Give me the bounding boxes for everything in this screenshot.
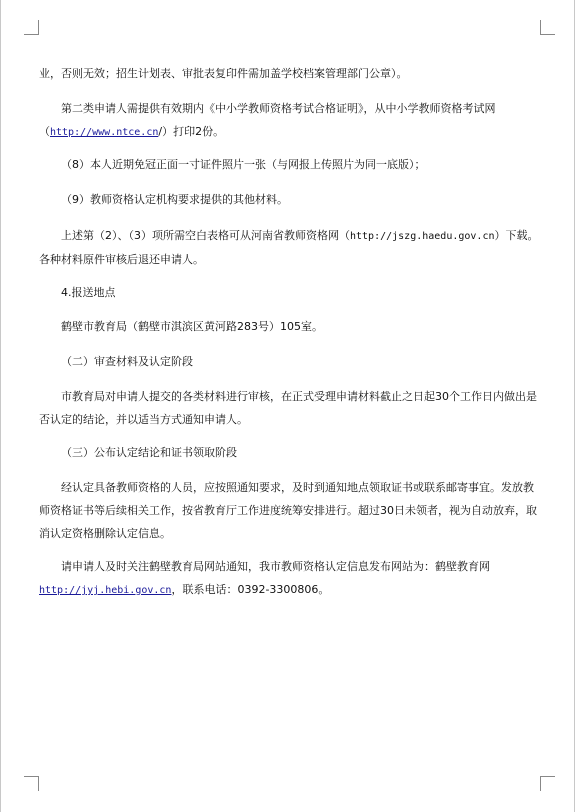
paragraph-text: /）打印2份。: [158, 125, 225, 138]
paragraph-contact-info: [39, 555, 543, 602]
section-heading-publish-stage: （三）公布认定结论和证书领取阶段: [61, 446, 237, 459]
paragraph-second-type-applicant: [39, 97, 543, 144]
page-corner-mark-top-left: [24, 20, 39, 35]
section-heading-review-stage: （二）审查材料及认定阶段: [61, 355, 193, 368]
paragraph-text: ）下载。各种材料原件审核后退还申请人。: [39, 229, 539, 266]
paragraph-other-materials: （9）教师资格认定机构要求提供的其他材料。: [61, 193, 288, 206]
paragraph-text: ，联系电话：0392-3300806。: [171, 583, 330, 596]
hebi-education-link[interactable]: http://jyj.hebi.gov.cn: [39, 585, 172, 596]
paragraph-text: 第二类申请人需提供有效期内《中小学教师资格考试合格证明》，从中小学教师资格考试网（: [39, 102, 496, 138]
paragraph-photo-requirement: （8）本人近期免冠正面一寸证件照片一张（与网报上传照片为同一底版）；: [61, 158, 426, 171]
paragraph-blank-forms: [39, 224, 543, 271]
page-corner-mark-bottom-right: [540, 776, 555, 791]
ntce-link[interactable]: http://www.ntce.cn: [50, 127, 159, 138]
paragraph-submission-address: 鹤壁市教育局（鹤壁市淇滨区黄河路283号）105室。: [61, 320, 323, 333]
henan-teacher-site-url: http://jszg.haedu.gov.cn: [350, 231, 495, 242]
paragraph-text: 上述第（2）、（3）项所需空白表格可从河南省教师资格网（: [61, 229, 350, 242]
section-heading-submission-place: 4.报送地点: [61, 286, 116, 299]
paragraph-materials-end: 业，否则无效；招生计划表、审批表复印件需加盖学校档案管理部门公章）。: [39, 67, 408, 80]
paragraph-review-process: 市教育局对申请人提交的各类材料进行审核，在正式受理申请材料截止之日起30个工作日内做出是否认定的结论，并以适当方式通知申请人。: [39, 390, 537, 426]
page-corner-mark-top-right: [540, 20, 555, 35]
page-corner-mark-bottom-left: [24, 776, 39, 791]
paragraph-text: 请申请人及时关注鹤壁教育局网站通知，我市教师资格认定信息发布网站为：鹤壁教育网: [61, 560, 490, 573]
paragraph-certificate-collection: 经认定具备教师资格的人员，应按照通知要求，及时到通知地点领取证书或联系邮寄事宜。发放教师资格证书等后续相关工作，按省教育厅工作进度统筹安排进行。超过30日未领者，视为自动放弃，取消认定资格删除认定信息。: [39, 481, 537, 540]
